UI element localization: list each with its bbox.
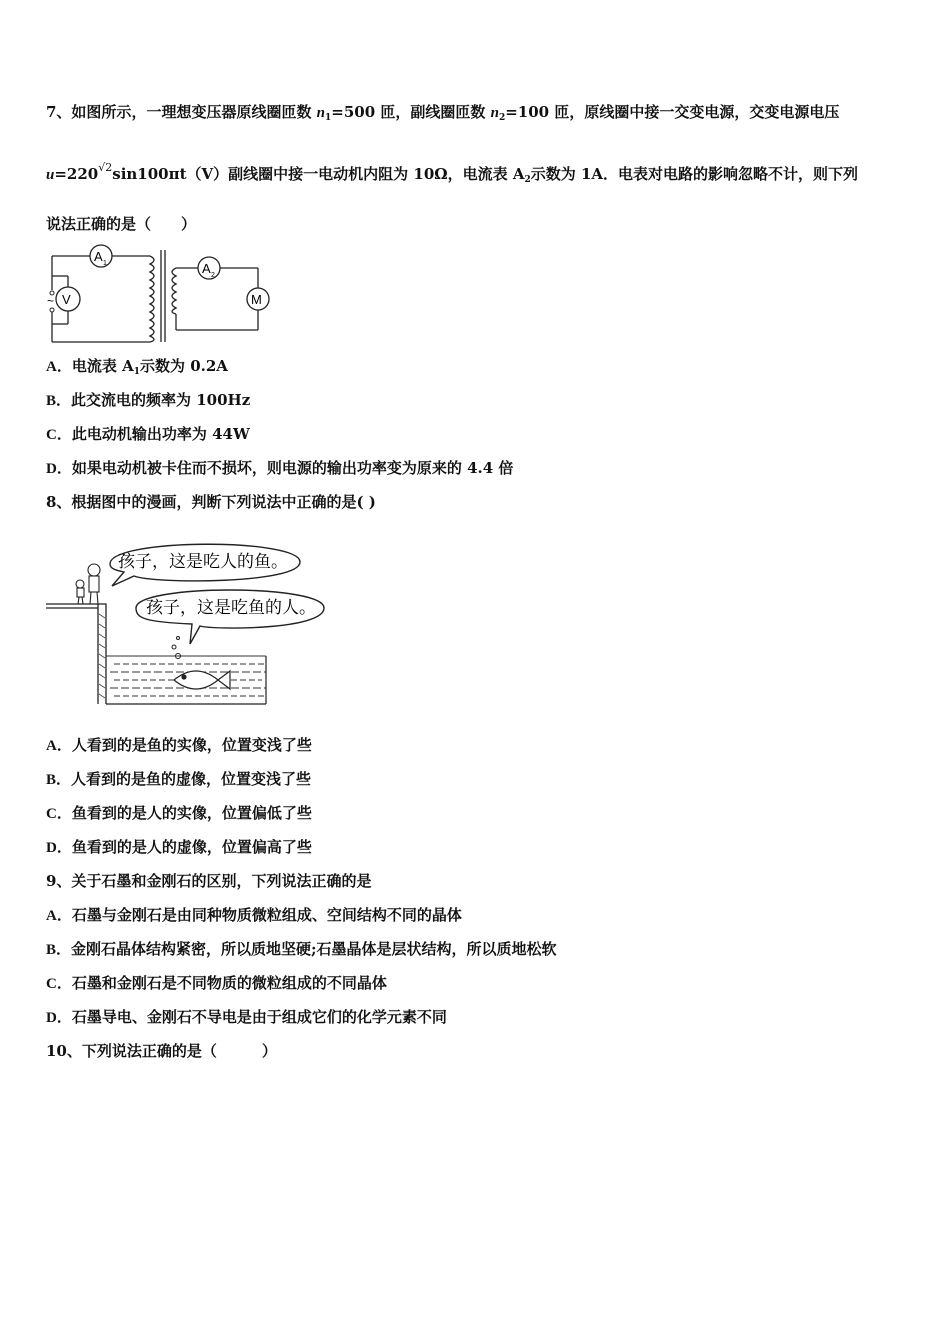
q8-option-b[interactable] [46,769,311,790]
option-text: 鱼看到的是人的实像，位置偏低了些 [71,804,312,822]
q7-stem-line1 [46,102,839,128]
q8-option-a[interactable] [46,735,312,756]
q7-stem-text-a: 7、如图所示，一理想变压器原线圈匝数 [46,103,317,121]
option-letter: A． [46,359,72,375]
q8-option-d[interactable] [46,837,312,858]
option-text: 如果电动机被卡住而不损坏，则电源的输出功率变为原来的 4.4 倍 [71,459,514,477]
q9-stem: 9、关于石墨和金刚石的区别，下列说法正确的是 [46,872,372,890]
q7-stem-text-b: =500 匝，副线圈匝数 [331,103,491,121]
refraction-cartoon-figure [44,532,334,710]
option-text: 人看到的是鱼的实像，位置变浅了些 [71,736,312,754]
q7-option-d[interactable] [46,458,513,479]
n1-subscript: 1 [325,113,332,123]
transformer-circuit-figure [44,238,276,348]
q7-stem-text-d: sin100πt（V）副线圈中接一电动机内阻为 10Ω，电流表 A [112,165,525,183]
n1-variable: n [316,105,326,121]
option-text: 石墨导电、金刚石不导电是由于组成它们的化学元素不同 [71,1008,447,1026]
cartoon-illustration [44,532,334,710]
option-text: 金刚石晶体结构紧密，所以质地坚硬;石墨晶体是层状结构，所以质地松软 [71,940,557,958]
ammeter-a1-sublabel: 1 [103,260,107,267]
q7-option-b[interactable] [46,390,250,411]
q8-stem: 8、根据图中的漫画，判断下列说法中正确的是( ) [46,493,376,511]
circuit-diagram [44,238,276,348]
option-text: 石墨与金刚石是由同种物质微粒组成、空间结构不同的晶体 [71,906,462,924]
option-letter: C． [46,427,72,443]
ammeter-a2-sublabel: 2 [211,272,215,279]
u-variable: u [46,167,55,183]
option-text: 此电动机输出功率为 44W [71,425,250,443]
sqrt-two: √2 [98,161,113,174]
q9-option-d[interactable] [46,1007,447,1028]
bubbles-icon [172,637,181,659]
option-subscript: 1 [133,367,140,377]
q7-option-c[interactable] [46,424,250,445]
q9-option-a[interactable] [46,905,462,926]
option-letter: B． [46,393,72,409]
q7-option-a[interactable] [46,356,228,382]
option-letter: B． [46,772,72,788]
a2-subscript-text: 2 [524,175,531,185]
n2-subscript: 2 [498,113,506,123]
q7-stem-text-e: 示数为 1A．电表对电路的影响忽略不计，则下列 [530,165,859,183]
q7-stem-line3: 说法正确的是（ ） [46,215,197,233]
option-letter: A． [46,908,72,924]
ammeter-a2-label: A [202,261,211,276]
option-letter: A． [46,738,72,754]
option-letter: B． [46,942,72,958]
q9-option-c[interactable] [46,973,387,994]
speech-bubble-bottom-text: 孩子，这是吃鱼的人。 [146,598,316,617]
q7-stem-text-c: =100 匝，原线圈中接一交变电源，交变电源电压 [505,103,840,121]
speech-bubble-top-text: 孩子，这是吃人的鱼。 [118,552,288,571]
q7-voltage-amplitude: =220 [54,165,99,183]
option-text: 鱼看到的是人的虚像，位置偏高了些 [71,838,312,856]
ac-source-symbol: ~ [47,294,55,308]
q9-option-b[interactable] [46,939,557,960]
motor-label: M [251,292,262,307]
ammeter-a1-label: A [94,249,103,264]
option-letter: D． [46,840,72,856]
person-and-child-icon [76,564,100,604]
option-text: 人看到的是鱼的虚像，位置变浅了些 [71,770,312,788]
voltmeter-label: V [62,292,71,307]
option-letter: C． [46,976,72,992]
option-letter: C． [46,806,72,822]
q8-option-c[interactable] [46,803,312,824]
option-text: 电流表 A [71,357,134,375]
q7-stem-line2 [46,158,858,190]
option-text: 石墨和金刚石是不同物质的微粒组成的不同晶体 [71,974,387,992]
option-text-tail: 示数为 0.2A [139,357,228,375]
q10-stem: 10、下列说法正确的是（ ） [46,1042,277,1060]
option-text: 此交流电的频率为 100Hz [71,391,251,409]
option-letter: D． [46,461,72,477]
n2-variable: n [490,105,499,121]
fish-icon [174,671,230,689]
option-letter: D． [46,1010,72,1026]
